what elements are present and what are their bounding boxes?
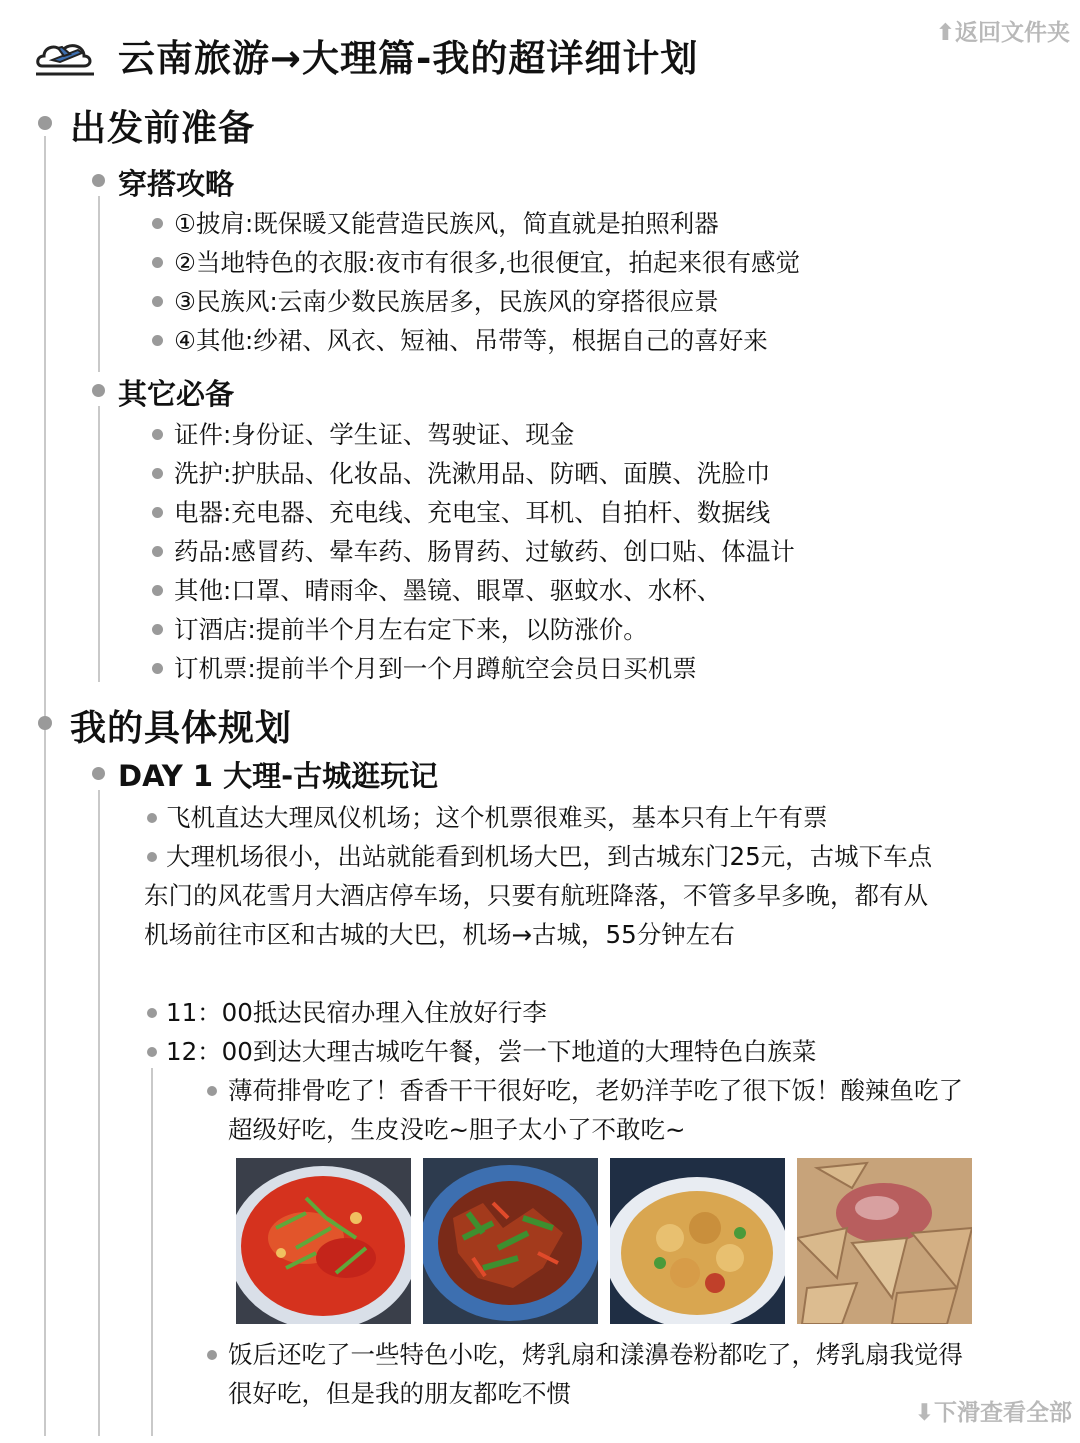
bullet xyxy=(92,174,105,187)
bullet xyxy=(152,507,163,518)
dishes-text: 薄荷排骨吃了！香香干干很好吃，老奶洋芋吃了很下饭！酸辣鱼吃了超级好吃，生皮没吃~胆子太小了不敢吃~ xyxy=(228,1076,963,1144)
bullet xyxy=(147,1008,157,1018)
bullet xyxy=(147,1047,157,1057)
list-item: ③民族风:云南少数民族居多，民族风的穿搭很应景 xyxy=(174,287,719,316)
subsection-title-essentials: 其它必备 xyxy=(118,377,235,411)
airport-bus-text: 大理机场很小，出站就能看到机场大巴，到古城东门25元，古城下车点东门的风花雪月大酒店停车场，只要有航班降落，不管多早多晚，都有从机场前往市区和古城的大巴，机场→古城，55分钟左右 xyxy=(144,842,933,949)
list-item: 订酒店:提前半个月左右定下来，以防涨价。 xyxy=(174,615,648,644)
page-title: 云南旅游→大理篇-我的超详细计划 xyxy=(118,37,699,80)
day1-title: DAY 1 大理-古城逛玩记 xyxy=(118,759,439,793)
grandma-potato-photo xyxy=(610,1158,785,1324)
list-item: 证件:身份证、学生证、驾驶证、现金 xyxy=(174,420,575,449)
section-title-plan: 我的具体规划 xyxy=(70,708,293,749)
list-item: 其他:口罩、晴雨伞、墨镜、眼罩、驱蚊水、水杯、 xyxy=(174,576,722,605)
bullet xyxy=(152,546,163,557)
section-title-preparation: 出发前准备 xyxy=(70,108,256,149)
list-item: ④其他:纱裙、风衣、短袖、吊带等，根据自己的喜好来 xyxy=(174,326,768,355)
bullet xyxy=(152,663,163,674)
bullet xyxy=(92,384,105,397)
list-item: ②当地特色的衣服:夜市有很多,也很便宜，拍起来很有感觉 xyxy=(174,248,801,277)
bullet xyxy=(152,585,163,596)
list-item: 电器:充电器、充电线、充电宝、耳机、自拍杆、数据线 xyxy=(174,498,771,527)
list-item: 飞机直达大理凤仪机场；这个机票很难买，基本只有上午有票 xyxy=(166,803,828,832)
list-item: 洗护:护肤品、化妆品、洗漱用品、防晒、面膜、洗脸巾 xyxy=(174,459,771,488)
snacks-text: 饭后还吃了一些特色小吃，烤乳扇和漾濞卷粉都吃了，烤乳扇我觉得很好吃，但是我的朋友都吃不惯 xyxy=(228,1340,963,1408)
sub-item-dishes xyxy=(228,1071,986,1149)
bullet xyxy=(147,813,157,823)
bullet xyxy=(92,767,105,780)
list-item: 订机票:提前半个月到一个月蹲航空会员日买机票 xyxy=(174,654,697,683)
bullet xyxy=(152,335,163,346)
scroll-down-hint[interactable]: ⬇下滑查看全部 xyxy=(914,1400,1072,1426)
sour-spicy-fish-photo xyxy=(236,1158,411,1324)
bullet xyxy=(207,1350,217,1360)
raw-pork-photo xyxy=(797,1158,972,1324)
tree-line-level3 xyxy=(151,1068,153,1436)
bullet xyxy=(152,218,163,229)
mint-ribs-photo xyxy=(423,1158,598,1324)
bullet xyxy=(152,468,163,479)
list-item-airport-bus xyxy=(144,837,934,954)
tree-line-level1 xyxy=(44,136,46,1436)
subsection-title-outfits: 穿搭攻略 xyxy=(118,167,235,201)
bullet xyxy=(152,624,163,635)
tree-line-level2-a xyxy=(98,196,100,372)
bullet xyxy=(207,1086,217,1096)
back-to-folder-link[interactable]: ⬆返回文件夹 xyxy=(935,20,1070,46)
list-item: 11：00抵达民宿办理入住放好行李 xyxy=(166,998,547,1027)
bullet xyxy=(152,296,163,307)
list-item: 药品:感冒药、晕车药、肠胃药、过敏药、创口贴、体温计 xyxy=(174,537,795,566)
bullet xyxy=(38,116,52,130)
tree-line-level2-c xyxy=(98,790,100,1436)
bullet xyxy=(152,257,163,268)
list-item: ①披肩:既保暖又能营造民族风，简直就是拍照利器 xyxy=(174,209,719,238)
tree-line-level2-b xyxy=(98,406,100,682)
airplane-cloud-icon xyxy=(34,30,96,78)
bullet xyxy=(152,429,163,440)
bullet xyxy=(38,716,52,730)
sub-item-snacks xyxy=(228,1335,986,1413)
list-item: 12：00到达大理古城吃午餐，尝一下地道的大理特色白族菜 xyxy=(166,1037,817,1066)
